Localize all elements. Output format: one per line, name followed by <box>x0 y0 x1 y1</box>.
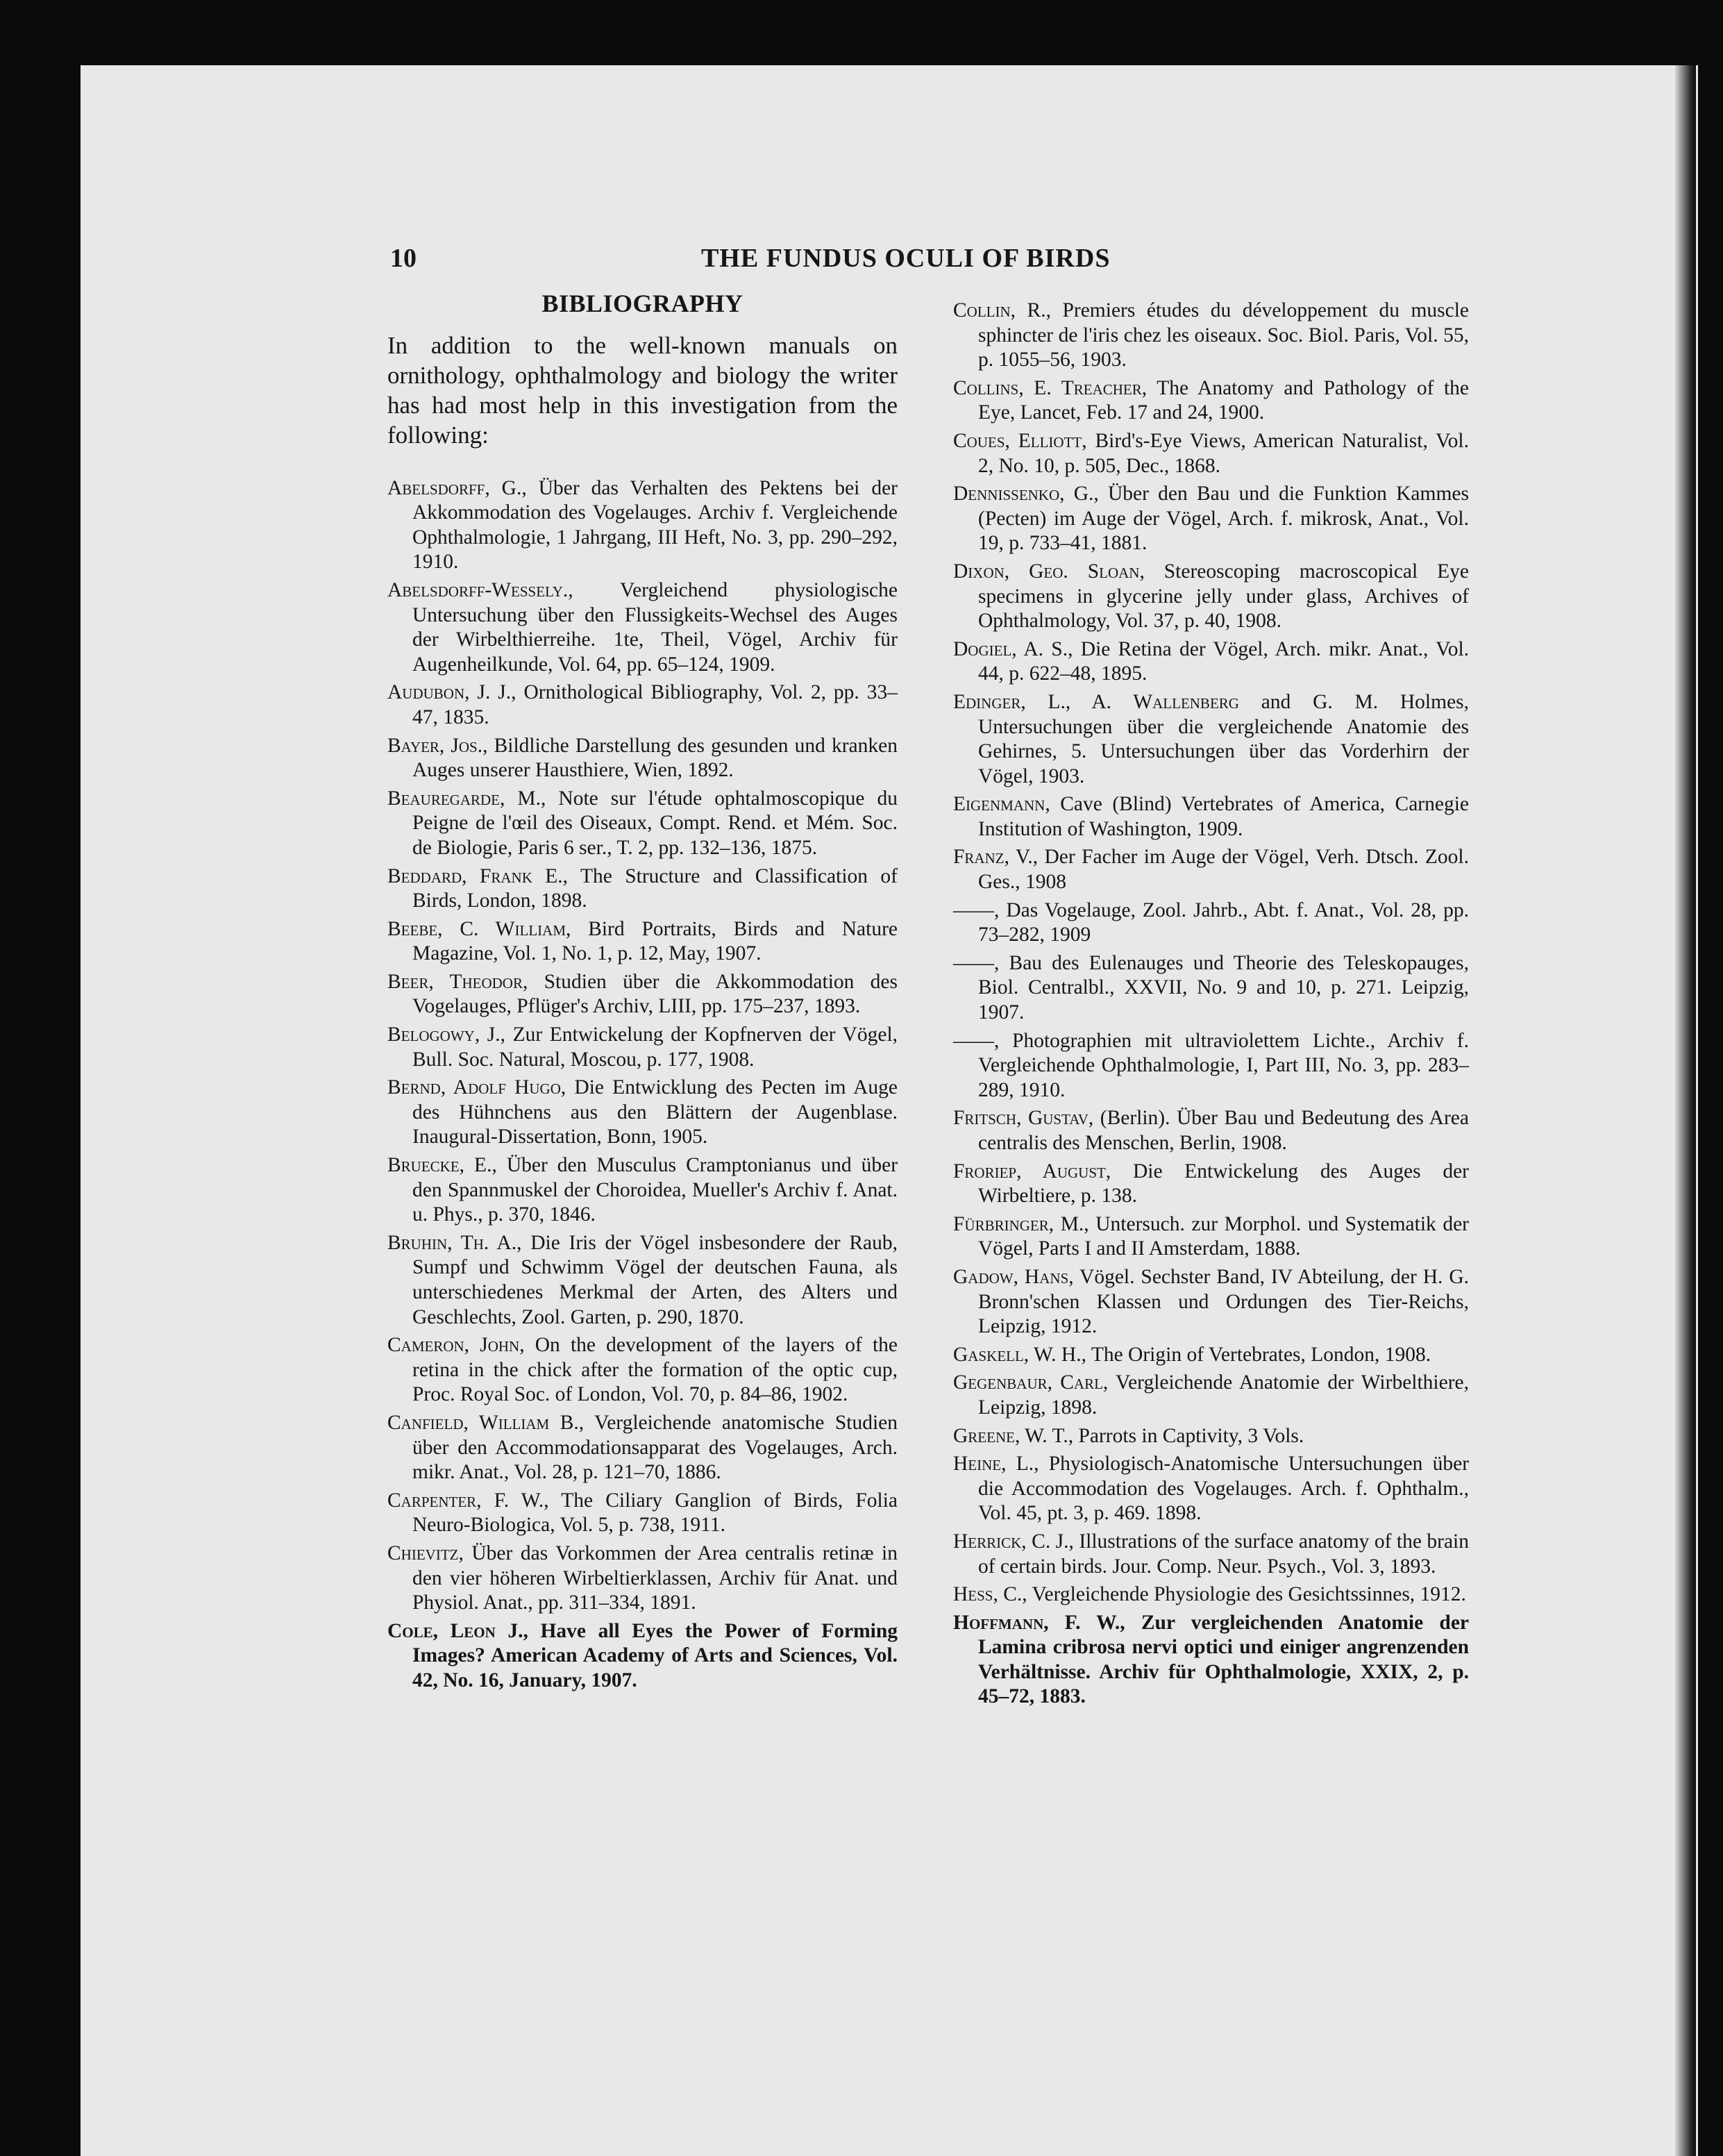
bibliography-entry <box>953 637 1469 687</box>
entry-text: The Ciliary Ganglion of Birds, Folia Neuro-Biologica, Vol. 5, p. 738, 1911. <box>412 1489 898 1537</box>
entry-author: Dixon, Geo. Sloan, <box>953 560 1145 583</box>
entry-author: Gadow, Hans, <box>953 1265 1074 1288</box>
entry-author: ——, <box>953 899 1000 921</box>
entry-text: Vergleichend physiologische Untersuchung über den Flussigkeits-Wechsel des Auges der Wirbelthierreihe. 1te, Theil, Vögel, Archiv für Augenheilkunde, Vol. 64, pp. 65–124, 1909. <box>412 578 898 676</box>
entry-author: Hess, C., <box>953 1583 1027 1606</box>
bibliography-entry <box>953 482 1469 556</box>
running-head: THE FUNDUS OCULI OF BIRDS <box>701 244 1111 273</box>
entry-author: Eigenmann, <box>953 793 1050 816</box>
section-title: BIBLIOGRAPHY <box>541 290 743 317</box>
bibliography-entry <box>953 690 1469 789</box>
entry-author: Canfield, William B., <box>387 1411 585 1434</box>
entry-author: Heine, L., <box>953 1453 1039 1476</box>
intro-paragraph: In addition to the well-known manuals on ornithology, ophthalmology and biology the writer has had most help in this investigation from the following: <box>387 331 898 449</box>
entry-text: Die Entwicklung des Pecten im Auge des Hühnchens aus den Blättern der Augenblase. Inaugural-Dissertation, Bonn, 1905. <box>412 1076 898 1148</box>
bibliography-entry <box>953 560 1469 634</box>
entry-text: Vögel. Sechster Band, IV Abteilung, der H. G. Bronn'schen Klassen und Ordungen des Tier-Reichs, Leipzig, 1912. <box>978 1265 1469 1338</box>
entry-author: Bernd, Adolf Hugo, <box>387 1076 566 1099</box>
entry-text: Photographien mit ultraviolettem Lichte., Archiv f. Vergleichende Ophthalmologie, I, Part III, No. 3, pp. 283–289, 1910. <box>978 1029 1470 1101</box>
entry-text: Note sur l'étude ophtalmoscopique du Peigne de l'œil des Oiseaux, Compt. Rend. et Mém. Soc. de Biologie, Paris 6 ser., T. 2, pp. 132–136, 1875. <box>412 787 898 859</box>
entry-text: The Origin of Vertebrates, London, 1908. <box>1091 1343 1431 1366</box>
bibliography-entry <box>953 1029 1469 1103</box>
entry-author: Herrick, C. J., <box>953 1530 1074 1553</box>
bibliography-list-left <box>387 476 898 1694</box>
entry-author: Dennissenko, G., <box>953 483 1099 505</box>
entry-text: Über das Vorkommen der Area centralis retinæ in den vier höheren Wirbeltierklassen, Archiv für Anat. und Physiol. Anat., pp. 311–334, 1891. <box>412 1541 898 1614</box>
entry-text: Zur Entwickelung der Kopfnerven der Vögel, Bull. Soc. Natural, Moscou, p. 177, 1908. <box>412 1023 898 1071</box>
entry-text: Zur vergleichenden Anatomie der Lamina cribrosa nervi optici und einiger angrenzenden Verhältnisse. Archiv für Ophthalmologie, XXIX, 2, p. 45–72, 1883. <box>978 1611 1469 1708</box>
entry-author: Gaskell, W. H., <box>953 1343 1086 1366</box>
entry-author: Belogowy, J., <box>387 1023 505 1046</box>
entry-author: Carpenter, F. W., <box>387 1489 549 1512</box>
bibliography-entry <box>953 951 1469 1026</box>
bibliography-entry <box>953 1424 1469 1449</box>
page-edge-shadow <box>1675 65 1696 2156</box>
bibliography-entry <box>953 376 1469 426</box>
entry-author: ——, <box>953 951 1000 974</box>
bibliography-entry <box>387 1619 898 1694</box>
bibliography-entry <box>387 917 898 967</box>
entry-author: Audubon, J. J., <box>387 681 516 704</box>
entry-author: Edinger, L., A. Wallenberg <box>953 690 1239 713</box>
entry-author: Abelsdorff-Wessely., <box>387 578 573 601</box>
bibliography-entry <box>953 1265 1469 1339</box>
bibliography-entry <box>387 1076 898 1150</box>
bibliography-entry <box>387 787 898 861</box>
entry-text: Stereoscoping macroscopical Eye specimens in glycerine jelly under glass, Archives of Ophthalmology, Vol. 37, p. 40, 1908. <box>978 560 1469 633</box>
bibliography-list-right <box>953 299 1469 1710</box>
bibliography-entry <box>387 578 898 677</box>
bibliography-entry <box>387 1333 898 1407</box>
bibliography-entry <box>387 1153 898 1228</box>
entry-author: Beer, Theodor, <box>387 970 528 993</box>
bibliography-entry <box>387 1411 898 1485</box>
entry-author: Cameron, John, <box>387 1334 525 1357</box>
entry-author: Greene, W. T., <box>953 1424 1074 1447</box>
entry-text: Illustrations of the surface anatomy of the brain of certain birds. Jour. Comp. Neur. Psych., Vol. 3, 1893. <box>978 1530 1469 1578</box>
page-number: 10 <box>390 244 417 273</box>
entry-text: Der Facher im Auge der Vögel, Verh. Dtsch. Zool. Ges., 1908 <box>978 846 1470 894</box>
entry-text: Die Retina der Vögel, Arch. mikr. Anat., Vol. 44, p. 622–48, 1895. <box>978 637 1470 685</box>
bibliography-entry <box>953 1212 1469 1262</box>
entry-author: Beddard, Frank E., <box>387 864 569 887</box>
entry-text: Bird Portraits, Birds and Nature Magazine, Vol. 1, No. 1, p. 12, May, 1907. <box>412 917 898 965</box>
entry-text: Über den Musculus Cramptonianus und über den Spannmuskel der Choroidea, Mueller's Archiv f. Anat. u. Phys., p. 370, 1846. <box>412 1154 898 1226</box>
entry-author: Franz, V., <box>953 846 1039 869</box>
bibliography-entry <box>387 734 898 783</box>
entry-text: Premiers études du développement du muscle sphincter de l'iris chez les oiseaux. Soc. Biol. Paris, Vol. 55, p. 1055–56, 1903. <box>978 299 1470 371</box>
entry-author: Fritsch, Gustav, <box>953 1107 1094 1130</box>
entry-text: On the development of the layers of the retina in the chick after the formation of the optic cup, Proc. Royal Soc. of London, Vol. 70, p. 84–86, 1902. <box>412 1334 898 1406</box>
entry-text: Ornithological Bibliography, Vol. 2, pp. 33–47, 1835. <box>412 681 898 728</box>
bibliography-entry <box>387 476 898 575</box>
entry-author: Hoffmann, F. W., <box>953 1611 1125 1634</box>
entry-text: Bildliche Darstellung des gesunden und kranken Auges unserer Hausthiere, Wien, 1892. <box>412 734 898 782</box>
entry-text: Untersuch. zur Morphol. und Systematik der Vögel, Parts I and II Amsterdam, 1888. <box>978 1212 1470 1260</box>
entry-text: Cave (Blind) Vertebrates of America, Carnegie Institution of Washington, 1909. <box>978 793 1470 840</box>
entry-text: Das Vogelauge, Zool. Jahrb., Abt. f. Anat., Vol. 28, pp. 73–282, 1909 <box>978 899 1470 946</box>
bibliography-entry <box>953 845 1469 894</box>
bibliography-entry <box>387 1541 898 1616</box>
entry-author: Fürbringer, M., <box>953 1212 1089 1235</box>
entry-text: Über den Bau und die Funktion Kammes (Pecten) im Auge der Vögel, Arch. f. mikrosk, Anat., Vol. 19, p. 733–41, 1881. <box>978 483 1469 555</box>
entry-text: The Structure and Classification of Birds, London, 1898. <box>412 864 898 912</box>
entry-text: Die Iris der Vögel insbesondere der Raub, Sumpf und Schwimm Vögel der deutschen Fauna, als unterschiedenes Merkmal der Arten, des Alters und Geschlechts, Zool. Garten, p. 290, 1870. <box>412 1231 898 1328</box>
entry-author: Abelsdorff, G., <box>387 476 527 499</box>
entry-text: Physiologisch-Anatomische Untersuchungen über die Accommodation des Vogelauges. Arch. f. Ophthalm., Vol. 45, pt. 3, p. 469. 1898. <box>978 1453 1470 1525</box>
entry-author: Bruecke, E., <box>387 1154 497 1177</box>
entry-text: The Anatomy and Pathology of the Eye, Lancet, Feb. 17 and 24, 1900. <box>978 376 1470 424</box>
entry-text: Bird's-Eye Views, American Naturalist, Vol. 2, No. 10, p. 505, Dec., 1868. <box>978 429 1470 477</box>
entry-author: ——, <box>953 1029 1000 1052</box>
entry-text: Über das Verhalten des Pektens bei der Akkommodation des Vogelauges. Archiv f. Vergleichende Ophthalmologie, 1 Jahrgang, III Heft, No. 3, pp. 290–292, 1910. <box>412 476 898 574</box>
bibliography-entry <box>953 429 1469 478</box>
entry-author: Bayer, Jos., <box>387 734 488 757</box>
bibliography-entry <box>953 1371 1469 1420</box>
entry-author: Collin, R., <box>953 299 1051 321</box>
bibliography-entry <box>953 1582 1469 1607</box>
entry-text: Die Entwickelung des Auges der Wirbeltiere, p. 138. <box>978 1160 1470 1207</box>
bibliography-entry <box>387 1231 898 1330</box>
entry-author: Froriep, August, <box>953 1160 1111 1183</box>
entry-author: Beauregarde, M., <box>387 787 546 810</box>
bibliography-entry <box>953 1160 1469 1209</box>
entry-text: Bau des Eulenauges und Theorie des Teleskopauges, Biol. Centralbl., XXVII, No. 9 and 10, p. 271. Leipzig, 1907. <box>978 951 1470 1024</box>
entry-author: Gegenbaur, Carl, <box>953 1371 1109 1394</box>
entry-text: Vergleichende anatomische Studien über den Accommodationsapparat des Vogelauges, Arch. mikr. Anat., Vol. 28, p. 121–70, 1886. <box>412 1411 898 1484</box>
bibliography-entry <box>953 1343 1469 1368</box>
bibliography-entry <box>387 864 898 914</box>
bibliography-entry <box>953 899 1469 948</box>
bibliography-entry <box>387 1489 898 1538</box>
entry-text: Studien über die Akkommodation des Vogelauges, Pflüger's Archiv, LIII, pp. 175–237, 1893. <box>412 970 898 1018</box>
bibliography-entry <box>953 1452 1469 1526</box>
entry-text: (Berlin). Über Bau und Bedeutung des Area centralis des Menschen, Berlin, 1908. <box>978 1107 1469 1154</box>
entry-author: Collins, E. Treacher, <box>953 376 1148 399</box>
bibliography-entry <box>953 1530 1469 1579</box>
bibliography-entry <box>953 299 1469 373</box>
bibliography-entry <box>953 1611 1469 1710</box>
entry-text: and G. M. Holmes, Untersuchungen über die vergleichende Anatomie des Gehirnes, 5. Untersuchungen über das Vorderhirn der Vögel, 1903. <box>978 690 1470 787</box>
entry-text: Vergleichende Anatomie der Wirbelthiere, Leipzig, 1898. <box>978 1371 1470 1419</box>
right-column <box>953 299 1469 1713</box>
entry-text: Have all Eyes the Power of Forming Images? American Academy of Arts and Sciences, Vol. 42, No. 16, January, 1907. <box>412 1619 898 1691</box>
bibliography-entry <box>953 792 1469 842</box>
entry-author: Chievitz, <box>387 1541 464 1564</box>
entry-author: Cole, Leon J., <box>387 1619 528 1642</box>
bibliography-entry <box>387 1023 898 1072</box>
entry-author: Coues, Elliott, <box>953 429 1087 452</box>
entry-author: Bruhin, Th. A., <box>387 1231 522 1254</box>
bibliography-entry <box>953 1106 1469 1155</box>
entry-text: Parrots in Captivity, 3 Vols. <box>1078 1424 1304 1447</box>
bibliography-entry <box>387 680 898 730</box>
bibliography-entry <box>387 970 898 1019</box>
entry-author: Beebe, C. William, <box>387 917 571 940</box>
left-column <box>387 292 898 1697</box>
entry-author: Dogiel, A. S., <box>953 637 1073 660</box>
entry-text: Vergleichende Physiologie des Gesichtssinnes, 1912. <box>1032 1583 1466 1606</box>
